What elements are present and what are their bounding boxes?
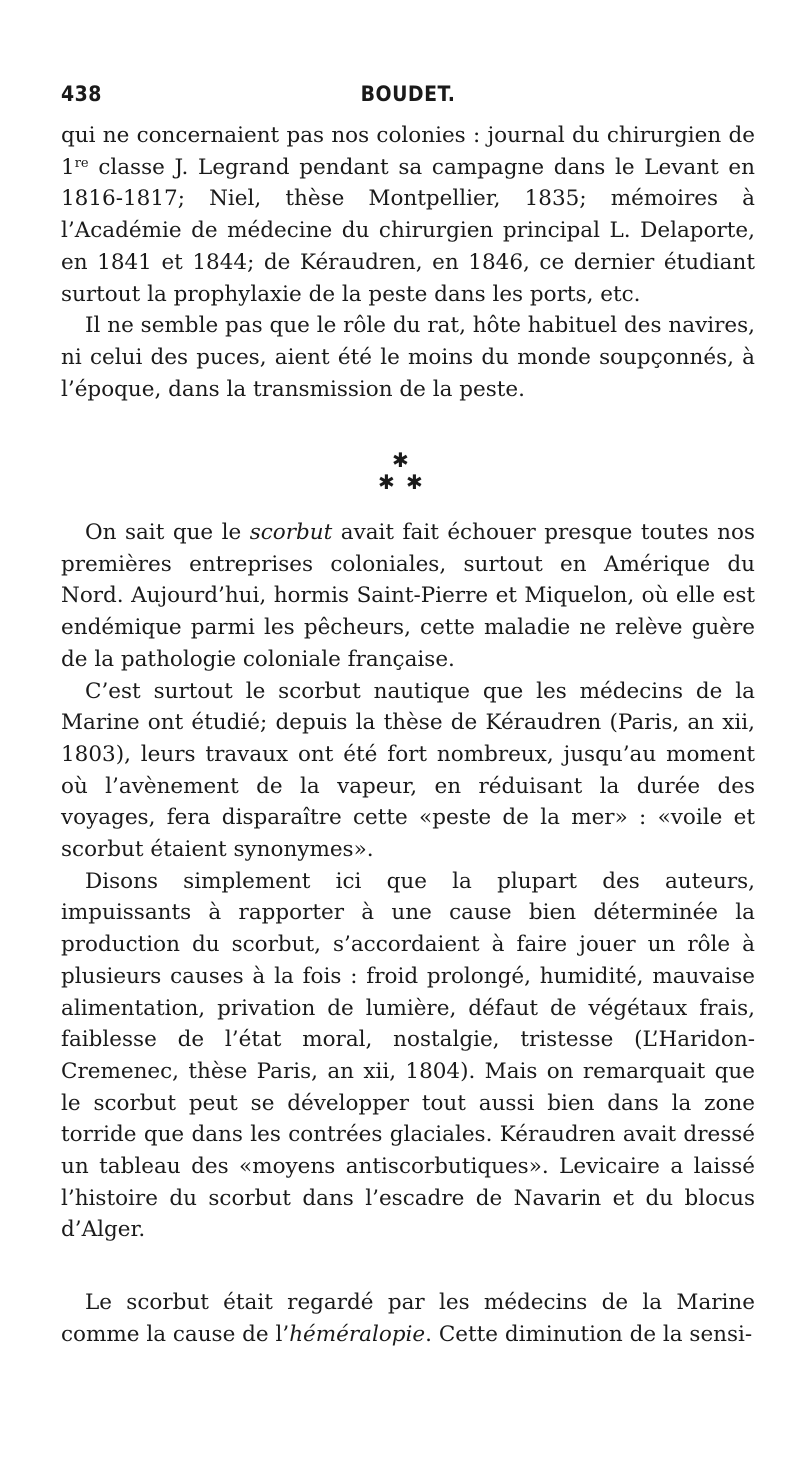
paragraph-rat-role: Il ne semble pas que le rôle du rat, hôte habituel des navires, ni celui des puces, aient été le moins du monde soupçonnés, à l’époque, dans la transmission de la peste. — [61, 313, 755, 402]
paragraph-scurvy-causes: Disons simplement ici que la plupart des auteurs, impuissants à rapporter à une cause bien déterminée la production du scorbut, s’accordaient à faire jouer un rôle à plusieurs causes à la fois : froid prolongé, humidité, mauvaise alimentation, privation de lumière, défaut de végétaux frais, faiblesse de l’état moral, nostalgie, tristesse (L’Haridon-Cremenec, thèse Paris, an xii, 1804). Mais on remarquait que le scorbut peut se développer tout aussi bien dans la zone torride que dans les contrées glaciales. Kéraudren avait dressé un tableau des «moyens antiscorbutiques». Levicaire a laissé l’histoire du scorbut dans l’escadre de Navarin et du blocus d’Alger. — [61, 868, 755, 1243]
page-number: 438 — [61, 82, 102, 106]
ordinal-number: 1 — [61, 154, 75, 180]
paragraph-hemeralopia — [61, 1287, 755, 1350]
italic-term: héméralopie — [289, 1321, 426, 1347]
paragraph-text: . Cette diminution de la sensi- — [425, 1321, 753, 1347]
paragraph-text: On sait que le — [85, 520, 250, 545]
asterism-separator — [372, 448, 432, 493]
asterism-star-icon: ✱ — [378, 470, 395, 494]
paragraph-text: avait fait échouer presque toutes nos premières entreprises coloniales, surtout en Amérique du Nord. Aujourd’hui, hormis Saint-Pierre et Miquelon, où elle est endémique parmi les pêcheurs, cette maladie ne relève guère de la pathologie coloniale française. — [61, 520, 755, 672]
running-head — [61, 82, 755, 112]
running-title: BOUDET. — [360, 82, 456, 106]
text-block-plague — [61, 120, 755, 405]
ordinal-superscript: re — [74, 155, 89, 171]
text-block-hemeralopia — [61, 1287, 755, 1350]
text-block-scurvy — [61, 517, 755, 1246]
paragraph-sources — [61, 120, 755, 310]
paragraph-scurvy-intro — [61, 517, 755, 676]
paragraph-text: classe J. Legrand pendant sa campagne dans le Levant en 1816-1817; Niel, thèse Montpellier, 1835; mémoires à l’Académie de médecine du chirurgien principal L. Delaporte, en 1841 et 1844; de Kéraudren, en 1846, ce dernier étudiant surtout la prophylaxie de la peste dans les ports, etc. — [61, 154, 755, 307]
paragraph-text: Le scorbut était regardé par les médecins de la Marine comme la cause de l’ — [61, 1290, 755, 1347]
asterism-star-icon: ✱ — [392, 448, 409, 472]
paragraph-nautical-scurvy: C’est surtout le scorbut nautique que les médecins de la Marine ont étudié; depuis la thèse de Kéraudren (Paris, an xii, 1803), leurs travaux ont été fort nombreux, jusqu’au moment où l’avènement de la vapeur, en réduisant la durée des voyages, fera disparaître cette «peste de la mer» : «voile et scorbut étaient synonymes». — [61, 678, 755, 863]
asterism-star-icon: ✱ — [406, 470, 423, 494]
paragraph-text: qui ne concernaient pas nos colonies : journal du chirurgien de — [61, 123, 755, 148]
italic-term: scorbut — [249, 520, 333, 545]
